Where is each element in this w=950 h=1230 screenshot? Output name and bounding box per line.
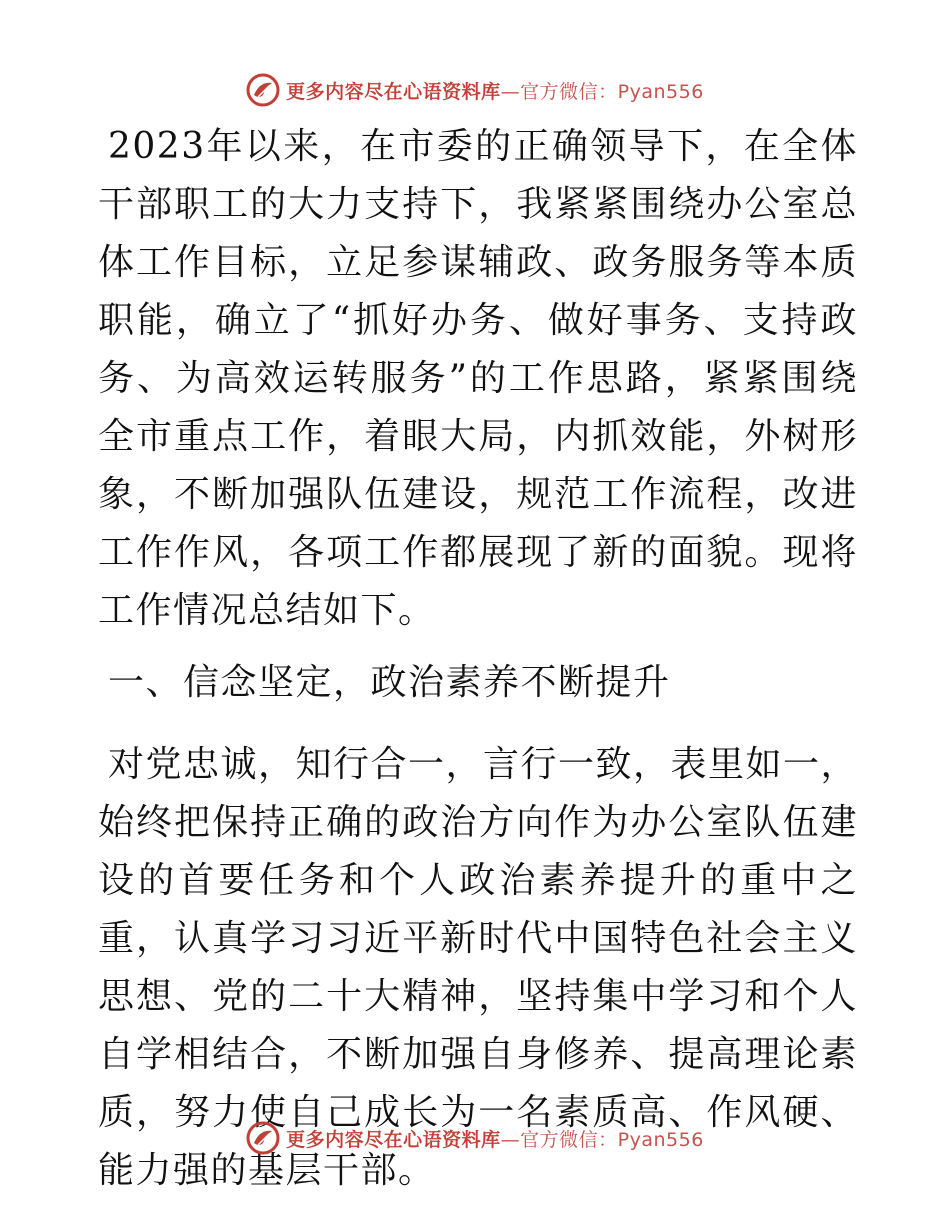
- header-watermark: [0, 70, 950, 110]
- footer-watermark: [0, 1118, 950, 1158]
- watermark-site: 更多内容尽在心语资料库: [286, 80, 501, 103]
- watermark-text: [286, 77, 704, 104]
- intro-paragraph: 2023年以来，在市委的正确领导下，在全体干部职工的大力支持下，我紧紧围绕办公室总体工作目标，立足参谋辅政、政务服务等本质职能，确立了“抓好办务、做好事务、支持政务、为高效运转服务”的工作思路，紧紧围绕全市重点工作，着眼大局，内抓效能，外树形象，不断加强队伍建设，规范工作流程，改进工作作风，各项工作都展现了新的面貌。现将工作情况总结如下。: [98, 126, 858, 631]
- watermark-dash: —: [500, 1128, 521, 1151]
- red-seal-logo-icon: [246, 73, 280, 107]
- watermark-contact: 官方微信：Pyan556: [520, 80, 704, 103]
- watermark-contact: 官方微信：Pyan556: [520, 1128, 704, 1151]
- watermark-text: [286, 1125, 704, 1152]
- section-paragraph: 对党忠诚，知行合一，言行一致，表里如一，始终把保持正确的政治方向作为办公室队伍建设的首要任务和个人政治素养提升的重中之重，认真学习习近平新时代中国特色社会主义思想、党的二十大精神，坚持集中学习和个人自学相结合，不断加强自身修养、提高理论素质，努力使自己成长为一名素质高、作风硬、能力强的基层干部。: [98, 744, 859, 1191]
- document-body: [98, 118, 858, 1200]
- section-heading: 一、信念坚定，政治素养不断提升: [108, 662, 671, 703]
- watermark-site: 更多内容尽在心语资料库: [286, 1128, 501, 1151]
- watermark-dash: —: [500, 80, 521, 103]
- red-seal-logo-icon: [246, 1121, 280, 1155]
